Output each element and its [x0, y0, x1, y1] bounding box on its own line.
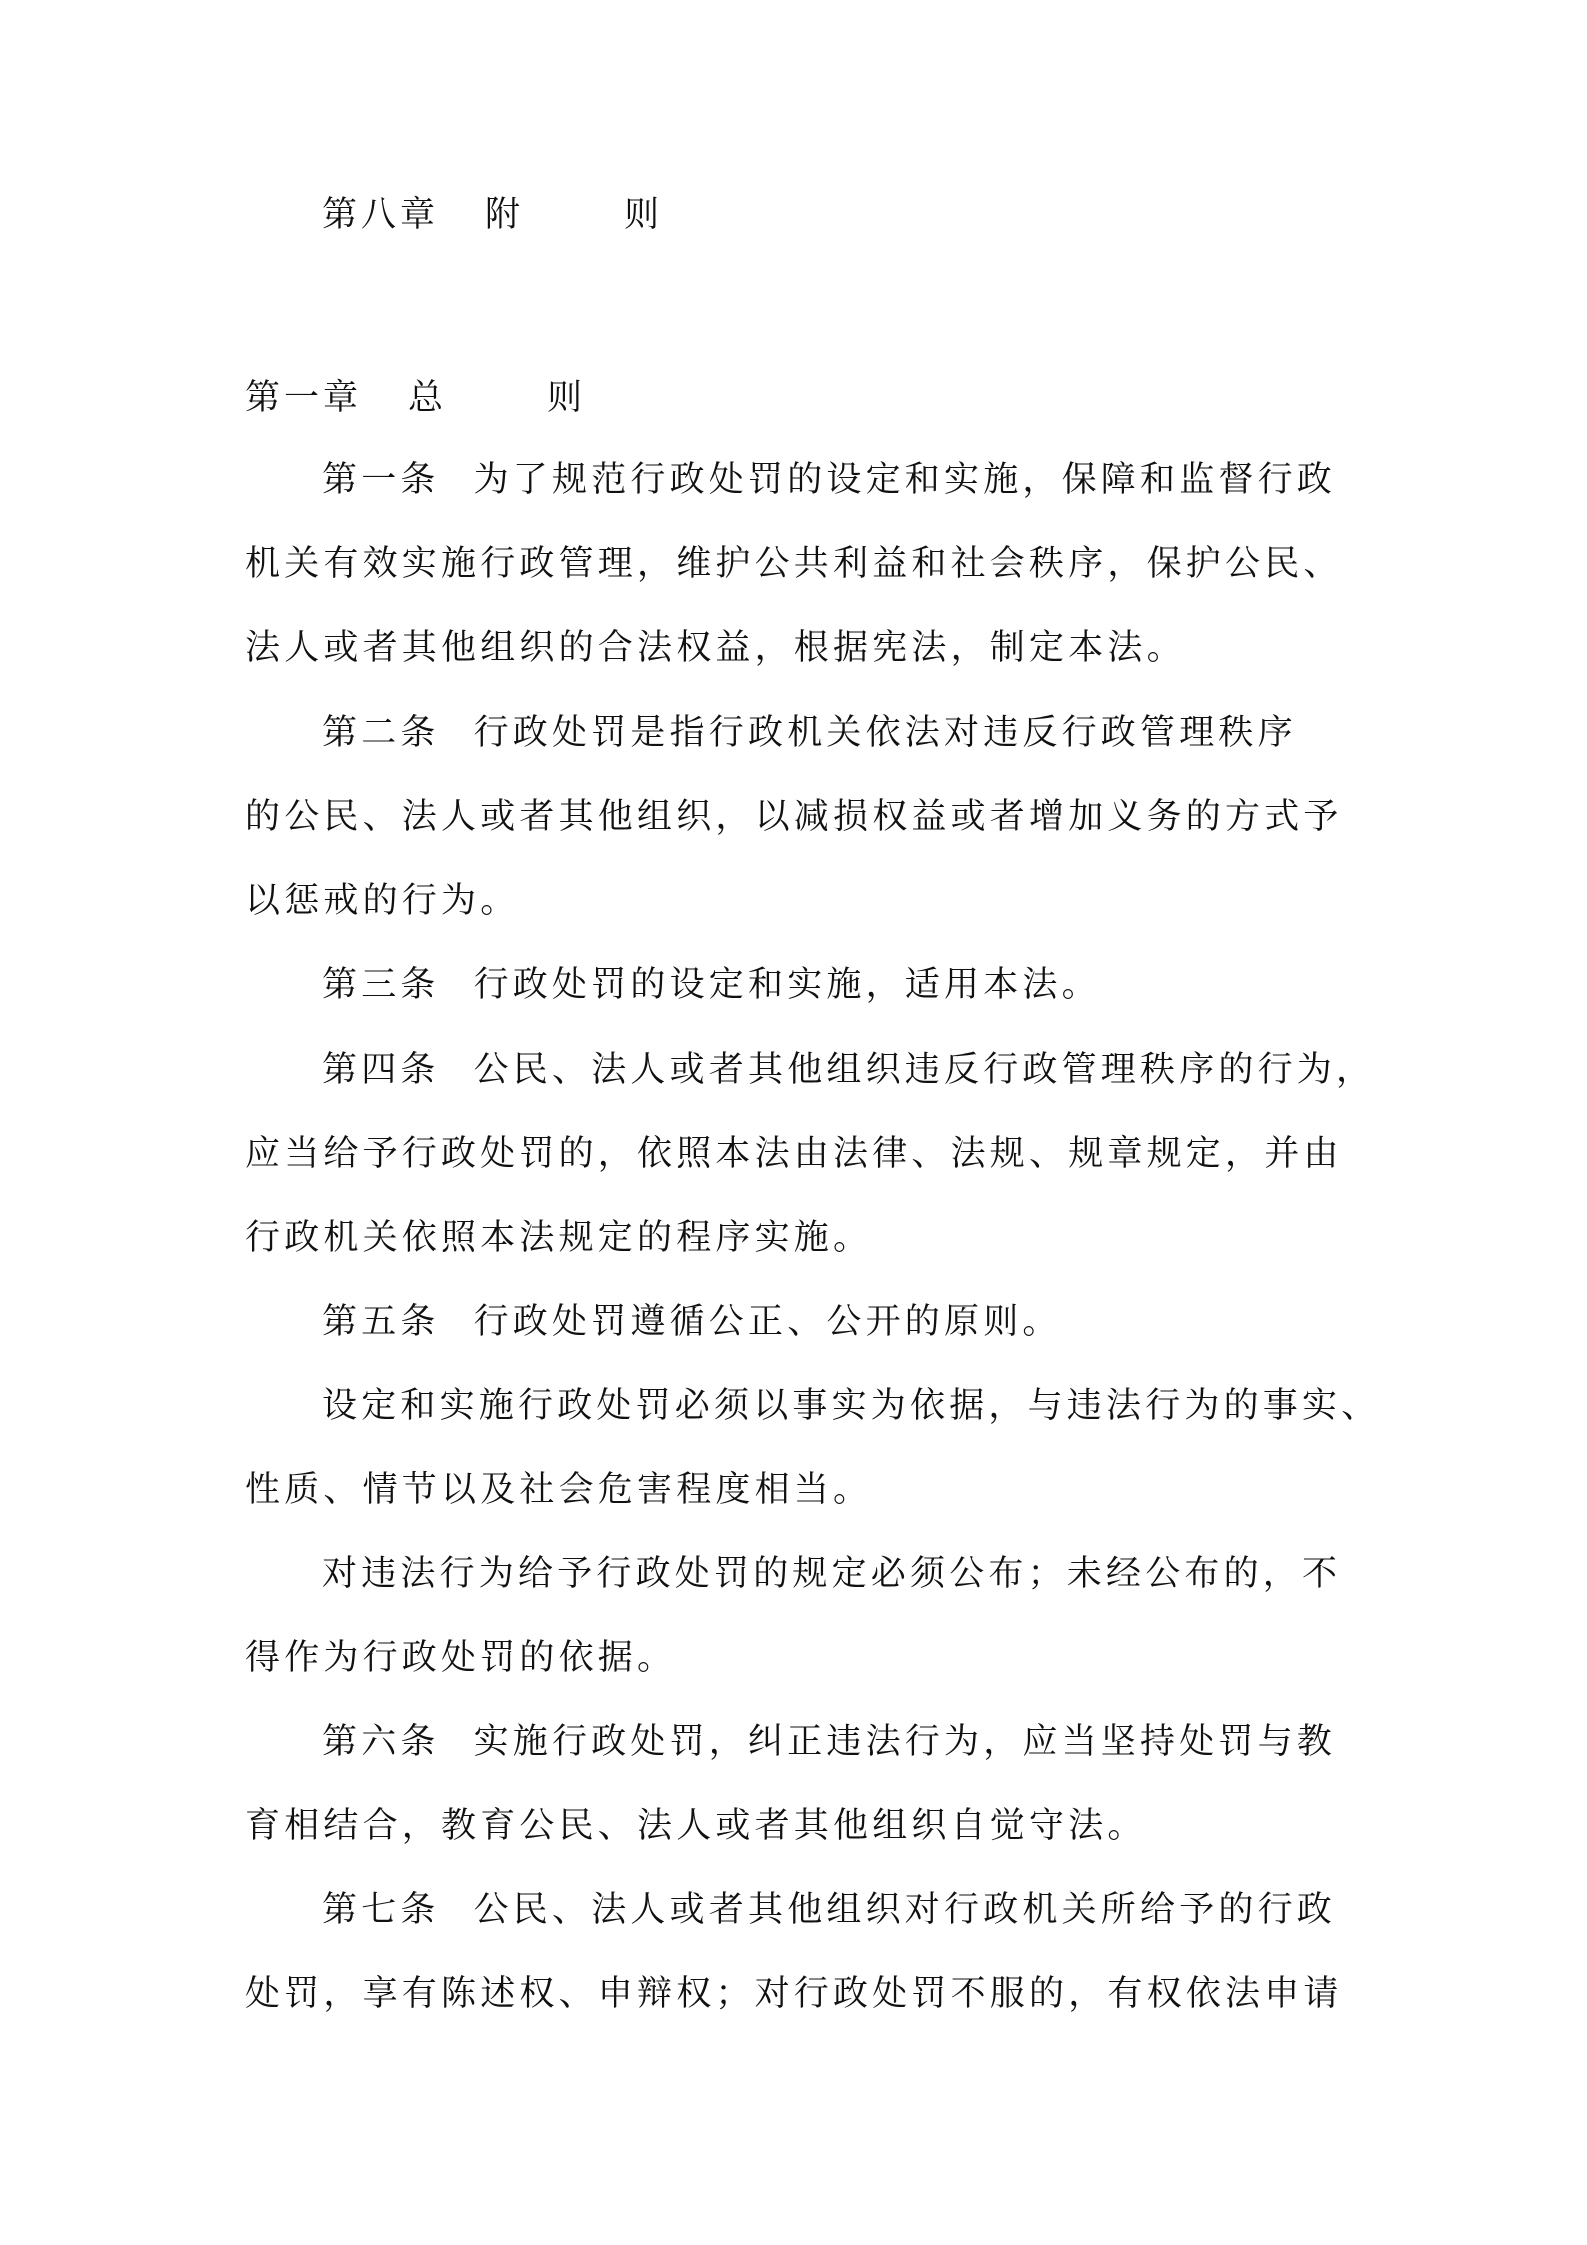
- chapter-8-heading: [322, 193, 1442, 237]
- article-label: 第五条: [322, 1302, 440, 1342]
- article-5-line-1: [322, 1300, 1442, 1344]
- chapter-1-heading: [245, 376, 1365, 420]
- article-6-line-1: [322, 1720, 1442, 1764]
- article-label: 第六条: [322, 1722, 440, 1762]
- chapter-title-char: 则: [547, 378, 587, 418]
- article-4-line-3: 行政机关依照本法规定的程序实施。: [245, 1218, 873, 1258]
- chapter-title-char: 则: [624, 195, 664, 235]
- article-text: 行政处罚是指行政机关依法对违反行政管理秩序: [473, 713, 1297, 753]
- article-5-para-2-line-1: 设定和实施行政处罚必须以事实为依据，与违法行为的事实、: [322, 1386, 1381, 1426]
- article-7-line-1: [322, 1888, 1442, 1932]
- article-1-line-2: 机关有效实施行政管理，维护公共利益和社会秩序，保护公民、: [245, 544, 1343, 584]
- article-label: 第三条: [322, 965, 440, 1005]
- article-7-line-2: 处罚，享有陈述权、申辩权；对行政处罚不服的，有权依法申请: [245, 1974, 1343, 2014]
- article-4-line-1: [322, 1048, 1442, 1092]
- chapter-title-char: 总: [408, 378, 448, 418]
- article-5-para-3-line-1: 对违法行为给予行政处罚的规定必须公布；未经公布的，不: [322, 1554, 1342, 1594]
- article-text: 公民、法人或者其他组织违反行政管理秩序的行为，: [473, 1050, 1376, 1090]
- article-label: 第七条: [322, 1890, 440, 1930]
- article-1-line-3: 法人或者其他组织的合法权益，根据宪法，制定本法。: [245, 628, 1186, 668]
- article-text: 公民、法人或者其他组织对行政机关所给予的行政: [473, 1890, 1337, 1930]
- chapter-number: 第一章: [245, 378, 363, 418]
- chapter-title-char: 附: [485, 195, 525, 235]
- article-label: 第四条: [322, 1050, 440, 1090]
- article-label: 第一条: [322, 460, 440, 500]
- article-1-line-1: [322, 458, 1442, 502]
- article-6-line-2: 育相结合，教育公民、法人或者其他组织自觉守法。: [245, 1806, 1147, 1846]
- article-text: 为了规范行政处罚的设定和实施，保障和监督行政: [473, 460, 1337, 500]
- chapter-number: 第八章: [322, 195, 440, 235]
- article-2-line-1: [322, 711, 1442, 755]
- article-text: 实施行政处罚，纠正违法行为，应当坚持处罚与教: [473, 1722, 1337, 1762]
- article-2-line-2: 的公民、法人或者其他组织，以减损权益或者增加义务的方式予: [245, 797, 1343, 837]
- article-5-para-3-line-2: 得作为行政处罚的依据。: [245, 1638, 677, 1678]
- article-4-line-2: 应当给予行政处罚的，依照本法由法律、法规、规章规定，并由: [245, 1134, 1343, 1174]
- article-text: 行政处罚遵循公正、公开的原则。: [473, 1302, 1062, 1342]
- article-5-para-2-line-2: 性质、情节以及社会危害程度相当。: [245, 1470, 873, 1510]
- article-text: 行政处罚的设定和实施，适用本法。: [473, 965, 1101, 1005]
- article-2-line-3: 以惩戒的行为。: [245, 881, 520, 921]
- article-3-line-1: [322, 963, 1442, 1007]
- article-label: 第二条: [322, 713, 440, 753]
